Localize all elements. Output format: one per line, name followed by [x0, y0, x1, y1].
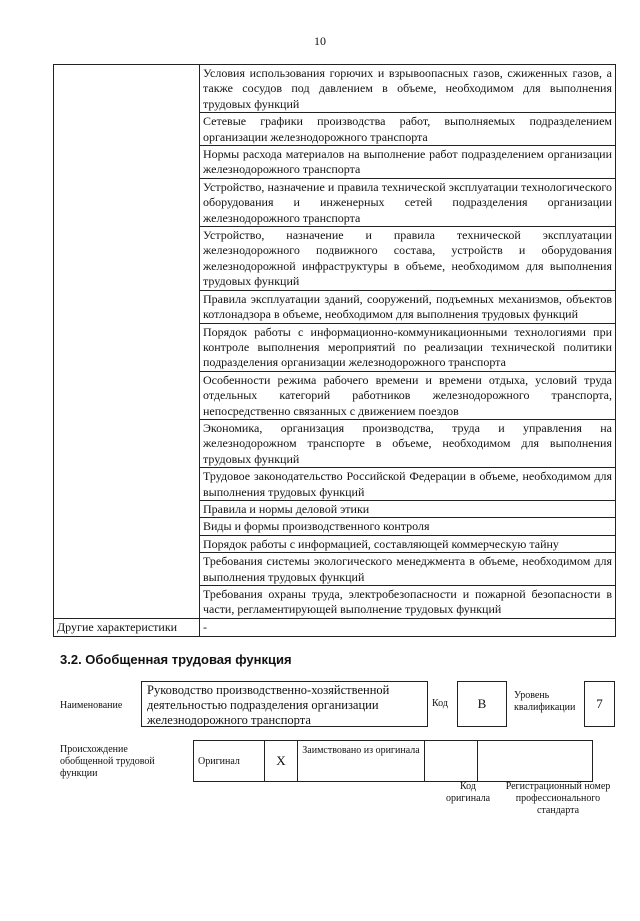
requirement-text: Виды и формы производственного контроля: [200, 518, 616, 535]
requirement-text: Трудовое законодательство Российской Федерации в объеме, необходимом для выполнения трудовых функций: [200, 468, 616, 501]
other-characteristics-row: [54, 618, 616, 636]
requirement-row: [54, 65, 616, 113]
requirement-text: Правила эксплуатации зданий, сооружений, подъемных механизмов, объектов котлонадзора в объеме, необходимом для выполнения трудовых функций: [200, 290, 616, 323]
code-label: Код: [432, 698, 448, 709]
function-code-box: B: [457, 681, 507, 727]
requirement-text: Сетевые графики производства работ, выполняемых подразделением организации железнодорожного транспорта: [200, 113, 616, 146]
qualification-level-label: Уровень квалификации: [514, 690, 576, 713]
requirement-text: Правила и нормы деловой этики: [200, 500, 616, 517]
requirements-label-cell: [54, 65, 200, 619]
requirement-text: Устройство, назначение и правила технической эксплуатации технологического оборудования и инженерных сетей подразделения организации железнодорожного транспорта: [200, 178, 616, 226]
other-characteristics-value: -: [200, 618, 616, 636]
reg-number-cell: [478, 741, 593, 782]
requirement-text: Экономика, организация производства, труда и управления на железнодорожном транспорте в объеме, необходимом для выполнения трудовых функций: [200, 419, 616, 467]
section-title: 3.2. Обобщенная трудовая функция: [60, 652, 292, 667]
qualification-level-box: 7: [584, 681, 615, 727]
name-label: Наименование: [60, 700, 123, 711]
reg-number-label: Регистрационный номер профессионального стандарта: [505, 781, 611, 816]
code-original-label: Код оригинала: [445, 781, 491, 804]
origin-table: [193, 740, 593, 782]
requirement-text: Требования системы экологического менеджмента в объеме, необходимом для выполнения трудовых функций: [200, 553, 616, 586]
requirement-text: Порядок работы с информацией, составляющей коммерческую тайну: [200, 535, 616, 552]
requirement-text: Нормы расхода материалов на выполнение работ подразделением организации железнодорожного транспорта: [200, 146, 616, 179]
requirement-text: Условия использования горючих и взрывоопасных газов, сжиженных газов, а также сосудов под давлением в объеме, необходимом для выполнения трудовых функций: [200, 65, 616, 113]
requirement-text: Устройство, назначение и правила технической эксплуатации железнодорожного подвижного состава, устройств и оборудования железнодорожной инфраструктуры в объеме, необходимом для выполнения трудовых функций: [200, 227, 616, 291]
function-name-box: Руководство производственно-хозяйственной деятельностью подразделения организации железнодорожного транспорта: [141, 681, 428, 727]
requirement-text: Особенности режима рабочего времени и времени отдыха, условий труда отдельных категорий работников железнодорожного транспорта, непосредственно связанных с движением поездов: [200, 371, 616, 419]
code-original-cell: [425, 741, 478, 782]
other-characteristics-label: Другие характеристики: [54, 618, 200, 636]
page-number: 10: [314, 34, 326, 48]
requirement-text: Порядок работы с информационно-коммуникационными технологиями при контроле выполнения мероприятий по реализации технической политики подразделения организации железнодорожного транспорта: [200, 323, 616, 371]
origin-label: Происхождение обобщенной трудовой функции: [60, 744, 155, 779]
requirement-text: Требования охраны труда, электробезопасности и пожарной безопасности в части, регламентирующей выполнение трудовых функций: [200, 586, 616, 619]
original-label: Оригинал: [194, 741, 265, 782]
borrowed-label: Заимствовано из оригинала: [298, 741, 425, 782]
original-mark: X: [265, 741, 298, 782]
knowledge-requirements-table: [53, 64, 616, 637]
